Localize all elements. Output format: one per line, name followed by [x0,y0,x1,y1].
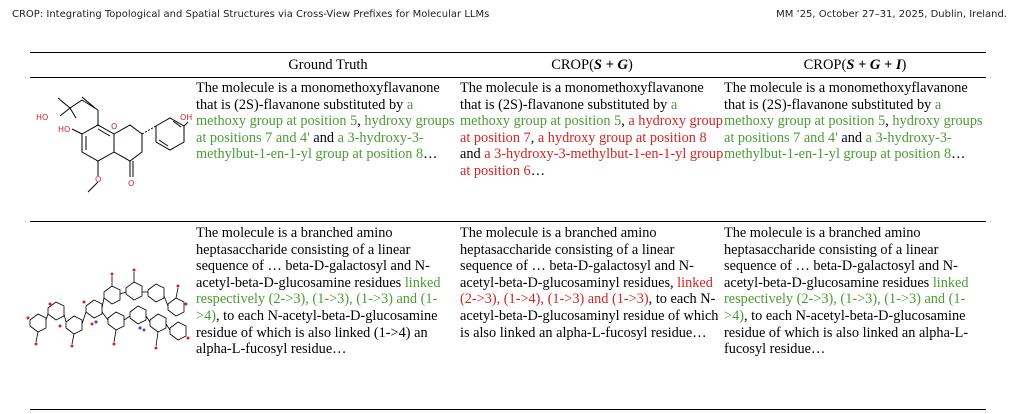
label-oh: OH [180,113,192,122]
table-row-separator [30,221,986,222]
column-header-crop-sgi: CROP(S + G + I) [803,57,907,73]
row1-ground-truth-cell: The molecule is a monomethoxyflavanone that is (2S)-flavanone substituted by a methoxy group at position 5, hydroxy groups at positions 7 and 4' and a 3-hydroxy-3-methylbut-1-en-1-yl group at position 8… [196,80,455,163]
label-o-ketone: O [128,179,135,188]
row2-ground-truth-cell: The molecule is a branched amino heptasaccharide consisting of a linear sequence of … beta-D-galactosyl and N-acetyl-beta-D-glucosamine residues linked respectively (2->3), (1->3), (1->3) and (1->4), to each N-acetyl-beta-D-glucosamine residue of which is also linked (1->4) an alpha-L-fucosyl residue… [196,225,441,358]
label-o-methoxy: O [95,175,102,184]
row1-crop-sgi-cell: The molecule is a monomethoxyflavanone that is (2S)-flavanone substituted by a methoxy group at position 5, hydroxy groups at positions 7 and 4' and a 3-hydroxy-3-methylbut-1-en-1-yl group at position 8… [724,80,983,163]
row2-crop-sg-cell: The molecule is a branched amino heptasaccharide consisting of a linear sequence of … beta-D-galactosyl and N-acetyl-beta-D-glucosaminyl residues, linked (2->3), (1->4), (1->3) and (1->3), to each N-acetyl-beta-D-glucosaminyl residue of which is also linked an alpha-L-fucosyl residue… [460,225,719,341]
table-bottom-rule [30,409,986,410]
column-header-crop-sg: CROP(S + G) [551,57,633,73]
running-header-venue: MM ’25, October 27–31, 2025, Dublin, Ireland. [776,9,1007,20]
label-ho-ring: HO [58,125,71,134]
heptasaccharide-molecule-image [26,268,198,368]
flavanone-molecule-image [32,84,192,216]
running-header [12,9,1007,25]
column-header-ground-truth: Ground Truth [288,57,368,73]
table-header-rule [30,77,986,78]
row1-crop-sg-cell: The molecule is a monomethoxyflavanone that is (2S)-flavanone substituted by a methoxy group at position 5, a hydroxy group at position 7, a hydroxy group at position 8 and a 3-hydroxy-3-methylbut-1-en-1-yl group at position 6… [460,80,724,179]
row2-crop-sgi-cell: The molecule is a branched amino heptasaccharide consisting of a linear sequence of … beta-D-galactosyl and N-acetyl-beta-D-glucosamine residues linked respectively (2->3), (1->3), (1->3) and (1->4), to each N-acetyl-beta-D-glucosamine residue of which is also linked an alpha-L-fucosyl residue… [724,225,969,358]
running-header-title: CROP: Integrating Topological and Spatial Structures via Cross-View Prefixes for Molecular LLMs [12,9,490,20]
label-ho-chain: HO [36,113,49,122]
label-o-ring: O [111,122,118,131]
table-top-rule [30,52,986,53]
